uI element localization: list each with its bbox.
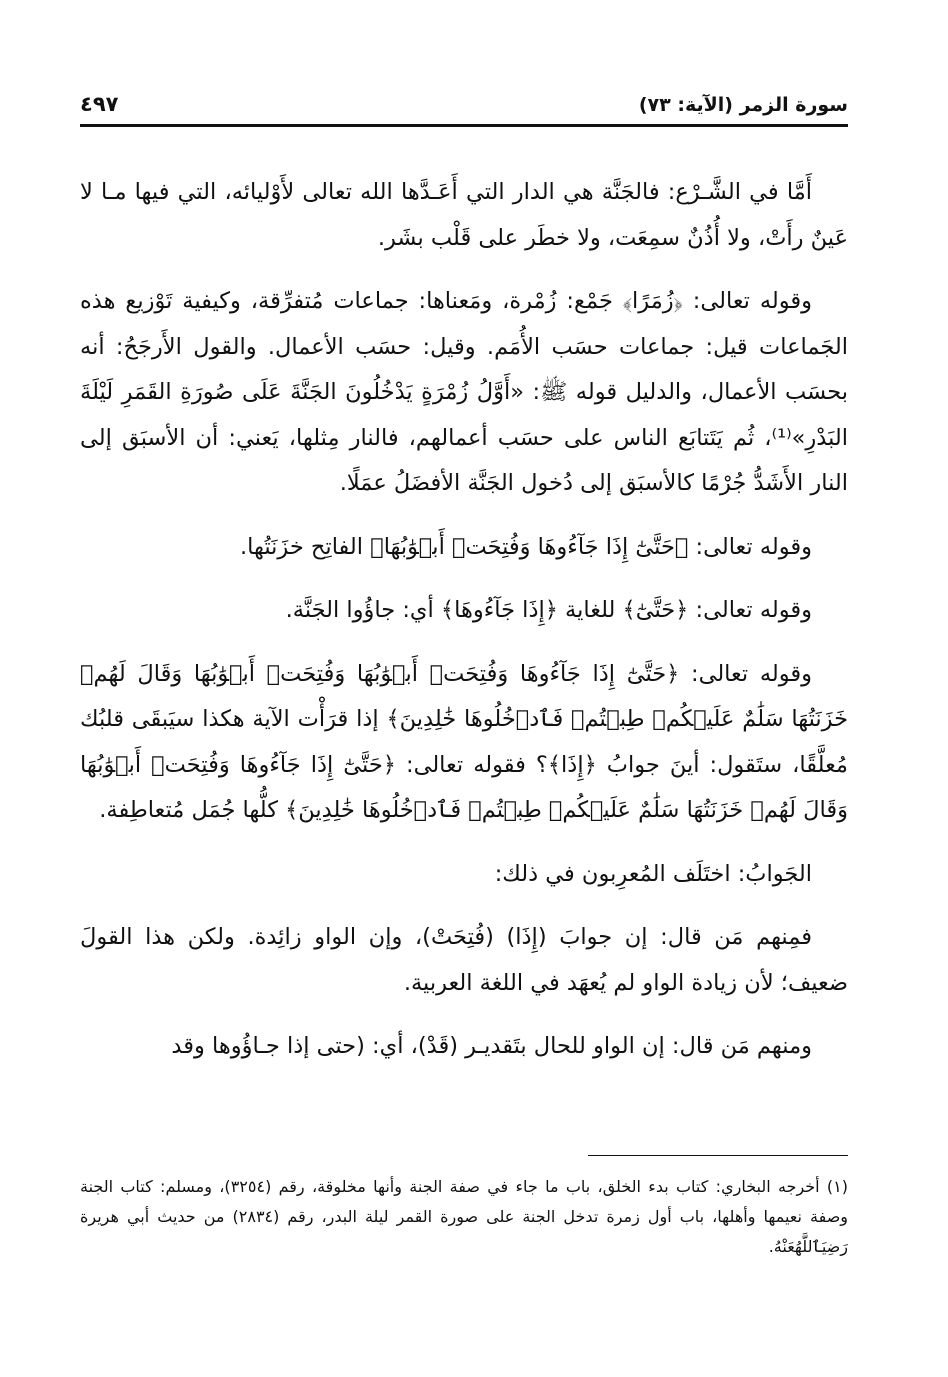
paragraph: وقوله تعالى: ﴿حَتَّىٰٓ إِذَا جَآءُوهَا وَفُتِحَتۡ أَبۡوَٰبُهَا وَفُتِحَتۡ أَبۡوَٰبُهَا وَقَالَ لَهُمۡ خَزَنَتُهَا سَلَٰمٌ عَلَيۡكُمۡ طِبۡتُمۡ فَٱدۡخُلُوهَا خَٰلِدِينَ﴾ إذا قرَأْت الآية هكذا سيَبقَى قلبُك مُعلَّقًا، ستَقول: أينَ جوابُ ﴿إِذَا﴾؟ فقوله تعالى: ﴿حَتَّىٰٓ إِذَا جَآءُوهَا وَفُتِحَتۡ أَبۡوَٰبُهَا وَقَالَ لَهُمۡ خَزَنَتُهَا سَلَٰمٌ عَلَيۡكُمۡ طِبۡتُمۡ فَٱدۡخُلُوهَا خَٰلِدِينَ﴾ كلُّها جُمَل مُتعاطِفة. xyxy=(80,660,848,823)
paragraph: ومنهم مَن قال: إن الواو للحال بتَقديـر (قَدْ)، أي: (حتى إذا جـاؤُوها وقد xyxy=(171,1033,812,1059)
paragraph: أَمَّا في الشَّـرْع: فالجَنَّة هي الدار التي أَعَـدَّها الله تعالى لأَوْليائه، التي فيها مـا لا عَينٌ رأَتْ، ولا أُذُنٌ سمِعَت، ولا خطَر على قَلْب بشَر. xyxy=(80,179,848,251)
footnote-rule xyxy=(588,1155,848,1156)
page-header xyxy=(80,90,848,124)
paragraph: فمِنهم مَن قال: إن جوابَ (إِذَا) (فُتِحَتْ)، وإن الواو زائِدة. ولكن هذا القولَ ضعيف؛ لأن زيادة الواو لم يُعهَد في اللغة العربية. xyxy=(80,924,848,996)
footnote-text: (١) أخرجه البخاري: كتاب بدء الخلق، باب ما جاء في صفة الجنة وأنها مخلوقة، رقم (٣٢٥٤)، ومسلم: كتاب الجنة وصفة نعيمها وأهلها، باب أول زمرة تدخل الجنة على صورة القمر ليلة البدر، رقم (٢٨٣٤) من حديث أبي هريرة رَضِيَٱللَّهُعَنْهُ. xyxy=(80,1177,849,1256)
paragraph: وقوله تعالى: ﴿زُمَرًا﴾ جَمْع: زُمْرة، ومَعناها: جماعات مُتفرِّقة، وكيفية تَوْزيع هذه الجَماعات قيل: جماعات حسَب الأُمَم. وقيل: حسَب الأعمال. والقول الأَرجَحُ: أنه بحسَب الأعمال، والدليل قوله ﷺ: «أَوَّلُ زُمْرَةٍ يَدْخُلُونَ الجَنَّةَ عَلَى صُورَةِ القَمَرِ لَيْلَةَ البَدْرِ»⁽¹⁾، ثُم يَتَتابَع الناس على حسَب أعمالهم، فالنار مِثلها، يَعني: أن الأسبَق إلى النار الأَشَدُّ جُرْمًا كالأسبَق إلى دُخول الجَنَّة الأفضَلُ عمَلًا. xyxy=(80,288,848,496)
footnote xyxy=(80,1172,848,1262)
paragraph: وقوله تعالى: ﴿حَتَّىٰٓ﴾ للغاية ﴿إِذَا جَآءُوهَا﴾ أي: جاؤُوا الجَنَّة. xyxy=(285,597,812,623)
header-rule xyxy=(80,124,848,127)
page-number: ٤٩٧ xyxy=(80,92,119,116)
surah-title: سورة الزمر (الآية: ٧٣) xyxy=(638,94,848,116)
body-text xyxy=(80,170,848,1088)
paragraph: وقوله تعالى: ﴿حَتَّىٰٓ إِذَا جَآءُوهَا وَفُتِحَتۡ أَبۡوَٰبُهَا﴾ الفاتِح خزَنَتُها. xyxy=(240,533,812,560)
paragraph: الجَوابُ: اختَلَف المُعرِبون في ذلك: xyxy=(494,860,812,887)
